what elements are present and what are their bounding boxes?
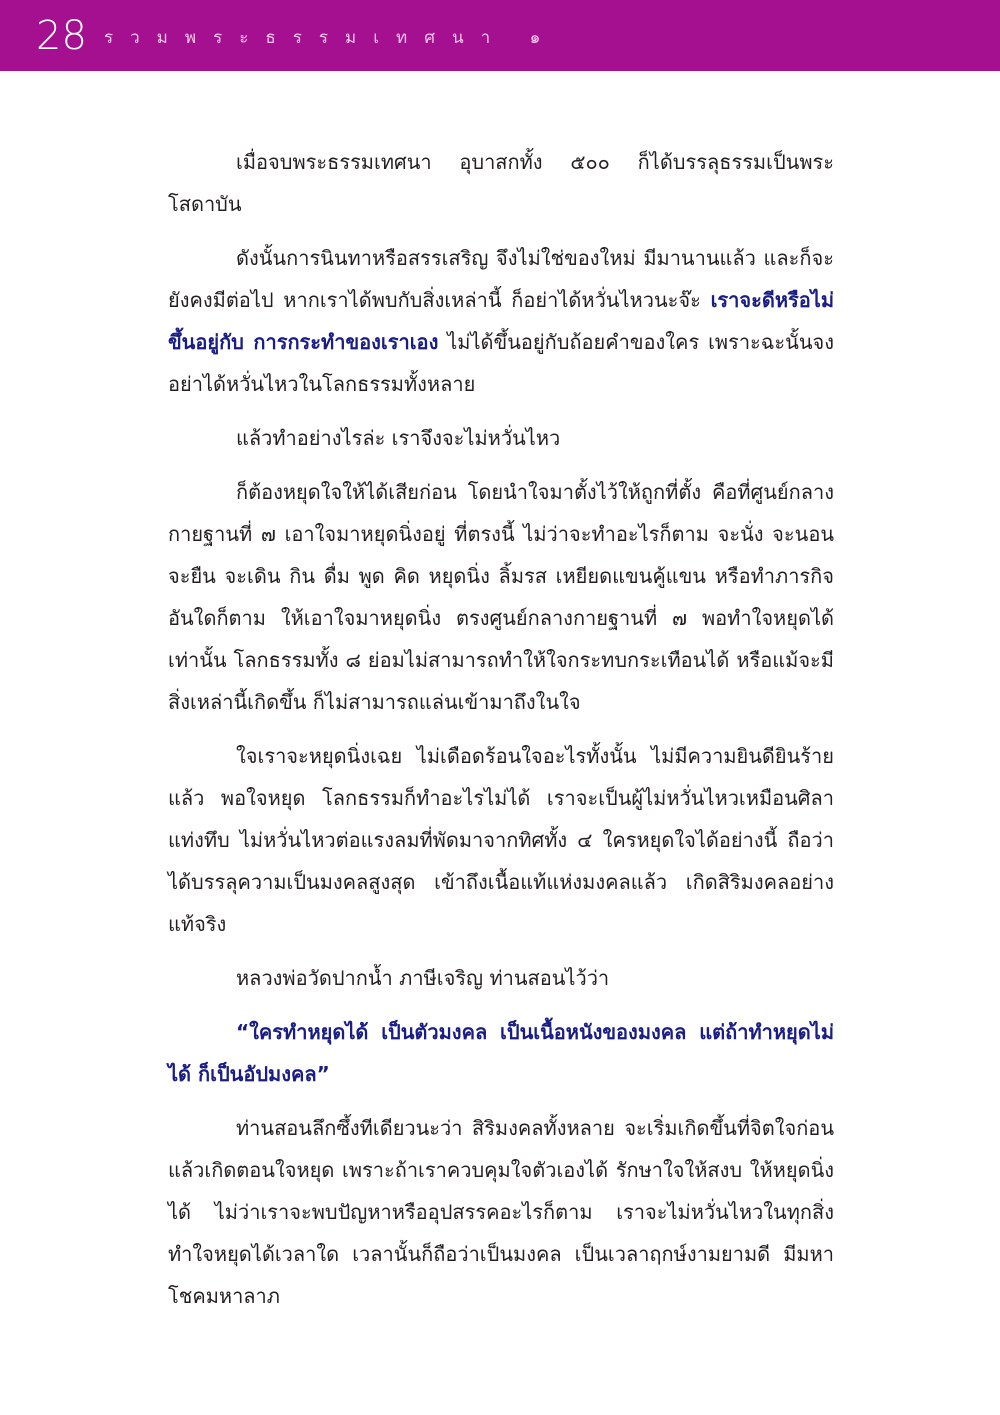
header-bar xyxy=(0,0,1000,71)
paragraph-7: ท่านสอนลึกซึ้งทีเดียวนะว่า สิริมงคลทั้งหลาย จะเริ่มเกิดขึ้นที่จิตใจก่อน แล้วเกิดตอนใจหยุด เพราะถ้าเราควบคุมใจตัวเองได้ รักษาใจให้สงบ ให้หยุดนิ่งได้ ไม่ว่าเราจะพบปัญหาหรืออุปสรรคอะไรก็ตาม เราจะไม่หวั่นไหวในทุกสิ่ง ทำใจหยุดได้เวลาใด เวลานั้นก็ถือว่าเป็นมงคล เป็นเวลาฤกษ์งามยามดี มีมหาโชคมหาลาภ xyxy=(168,1116,834,1308)
running-title: รวมพระธรรมเทศนา ๑ xyxy=(104,28,558,48)
paragraph-2-text-b: ไม่ได้ขึ้นอยู่กับถ้อยคำของใคร เพราะฉะนั้นจงอย่าได้หวั่นไหวในโลกธรรมทั้งหลาย xyxy=(168,330,834,396)
paragraph-2-text-a: ดังนั้นการนินทาหรือสรรเสริญ จึงไม่ใช่ของใหม่ มีมานานแล้ว และก็จะยังคงมีต่อไป หากเราได้พบกับสิ่งเหล่านี้ ก็อย่าได้หวั่นไหวนะจ๊ะ xyxy=(168,246,834,312)
paragraph-6: หลวงพ่อวัดปากน้ำ ภาษีเจริญ ท่านสอนไว้ว่า xyxy=(236,966,610,990)
paragraph-2 xyxy=(168,237,834,405)
paragraph-4: ก็ต้องหยุดใจให้ได้เสียก่อน โดยนำใจมาตั้งไว้ให้ถูกที่ตั้ง คือที่ศูนย์กลางกายฐานที่ ๗ เอาใจมาหยุดนิ่งอยู่ ที่ตรงนี้ ไม่ว่าจะทำอะไรก็ตาม จะนั่ง จะนอน จะยืน จะเดิน กิน ดื่ม พูด คิด หยุดนิ่ง ลิ้มรส เหยียดแขนคู้แขน หรือทำภารกิจอันใดก็ตาม ให้เอาใจมาหยุดนิ่ง ตรงศูนย์กลางกายฐานที่ ๗ พอทำใจหยุดได้เท่านั้น โลกธรรมทั้ง ๘ ย่อมไม่สามารถทำให้ใจกระทบกระเทือนได้ หรือแม้จะมีสิ่งเหล่านี้เกิดขึ้น ก็ไม่สามารถแล่นเข้ามาถึงในใจ xyxy=(168,480,834,714)
paragraph-3: แล้วทำอย่างไรล่ะ เราจึงจะไม่หวั่นไหว xyxy=(236,426,561,450)
paragraph-5: ใจเราจะหยุดนิ่งเฉย ไม่เดือดร้อนใจอะไรทั้งนั้น ไม่มีความยินดียินร้ายแล้ว พอใจหยุด โลกธรรมก็ทำอะไรไม่ได้ เราจะเป็นผู้ไม่หวั่นไหวเหมือนศิลาแท่งทึบ ไม่หวั่นไหวต่อแรงลมที่พัดมาจากทิศทั้ง ๔ ใครหยุดใจได้อย่างนี้ ถือว่าได้บรรลุความเป็นมงคลสูงสุด เข้าถึงเนื้อแท้แห่งมงคลแล้ว เกิดสิริมงคลอย่างแท้จริง xyxy=(168,744,834,936)
paragraph-1: เมื่อจบพระธรรมเทศนา อุบาสกทั้ง ๕๐๐ ก็ได้บรรลุธรรมเป็นพระโสดาบัน xyxy=(168,150,834,216)
page-number: 28 xyxy=(36,13,87,59)
quote-block: “ใครทำหยุดได้ เป็นตัวมงคล เป็นเนื้อหนังของมงคล แต่ถ้าทำหยุดไม่ได้ ก็เป็นอัปมงคล” xyxy=(168,1020,834,1086)
highlighted-phrase: เราจะดีหรือไม่ ขึ้นอยู่กับ การกระทำของเราเอง xyxy=(168,288,834,354)
document-body xyxy=(168,141,834,1329)
